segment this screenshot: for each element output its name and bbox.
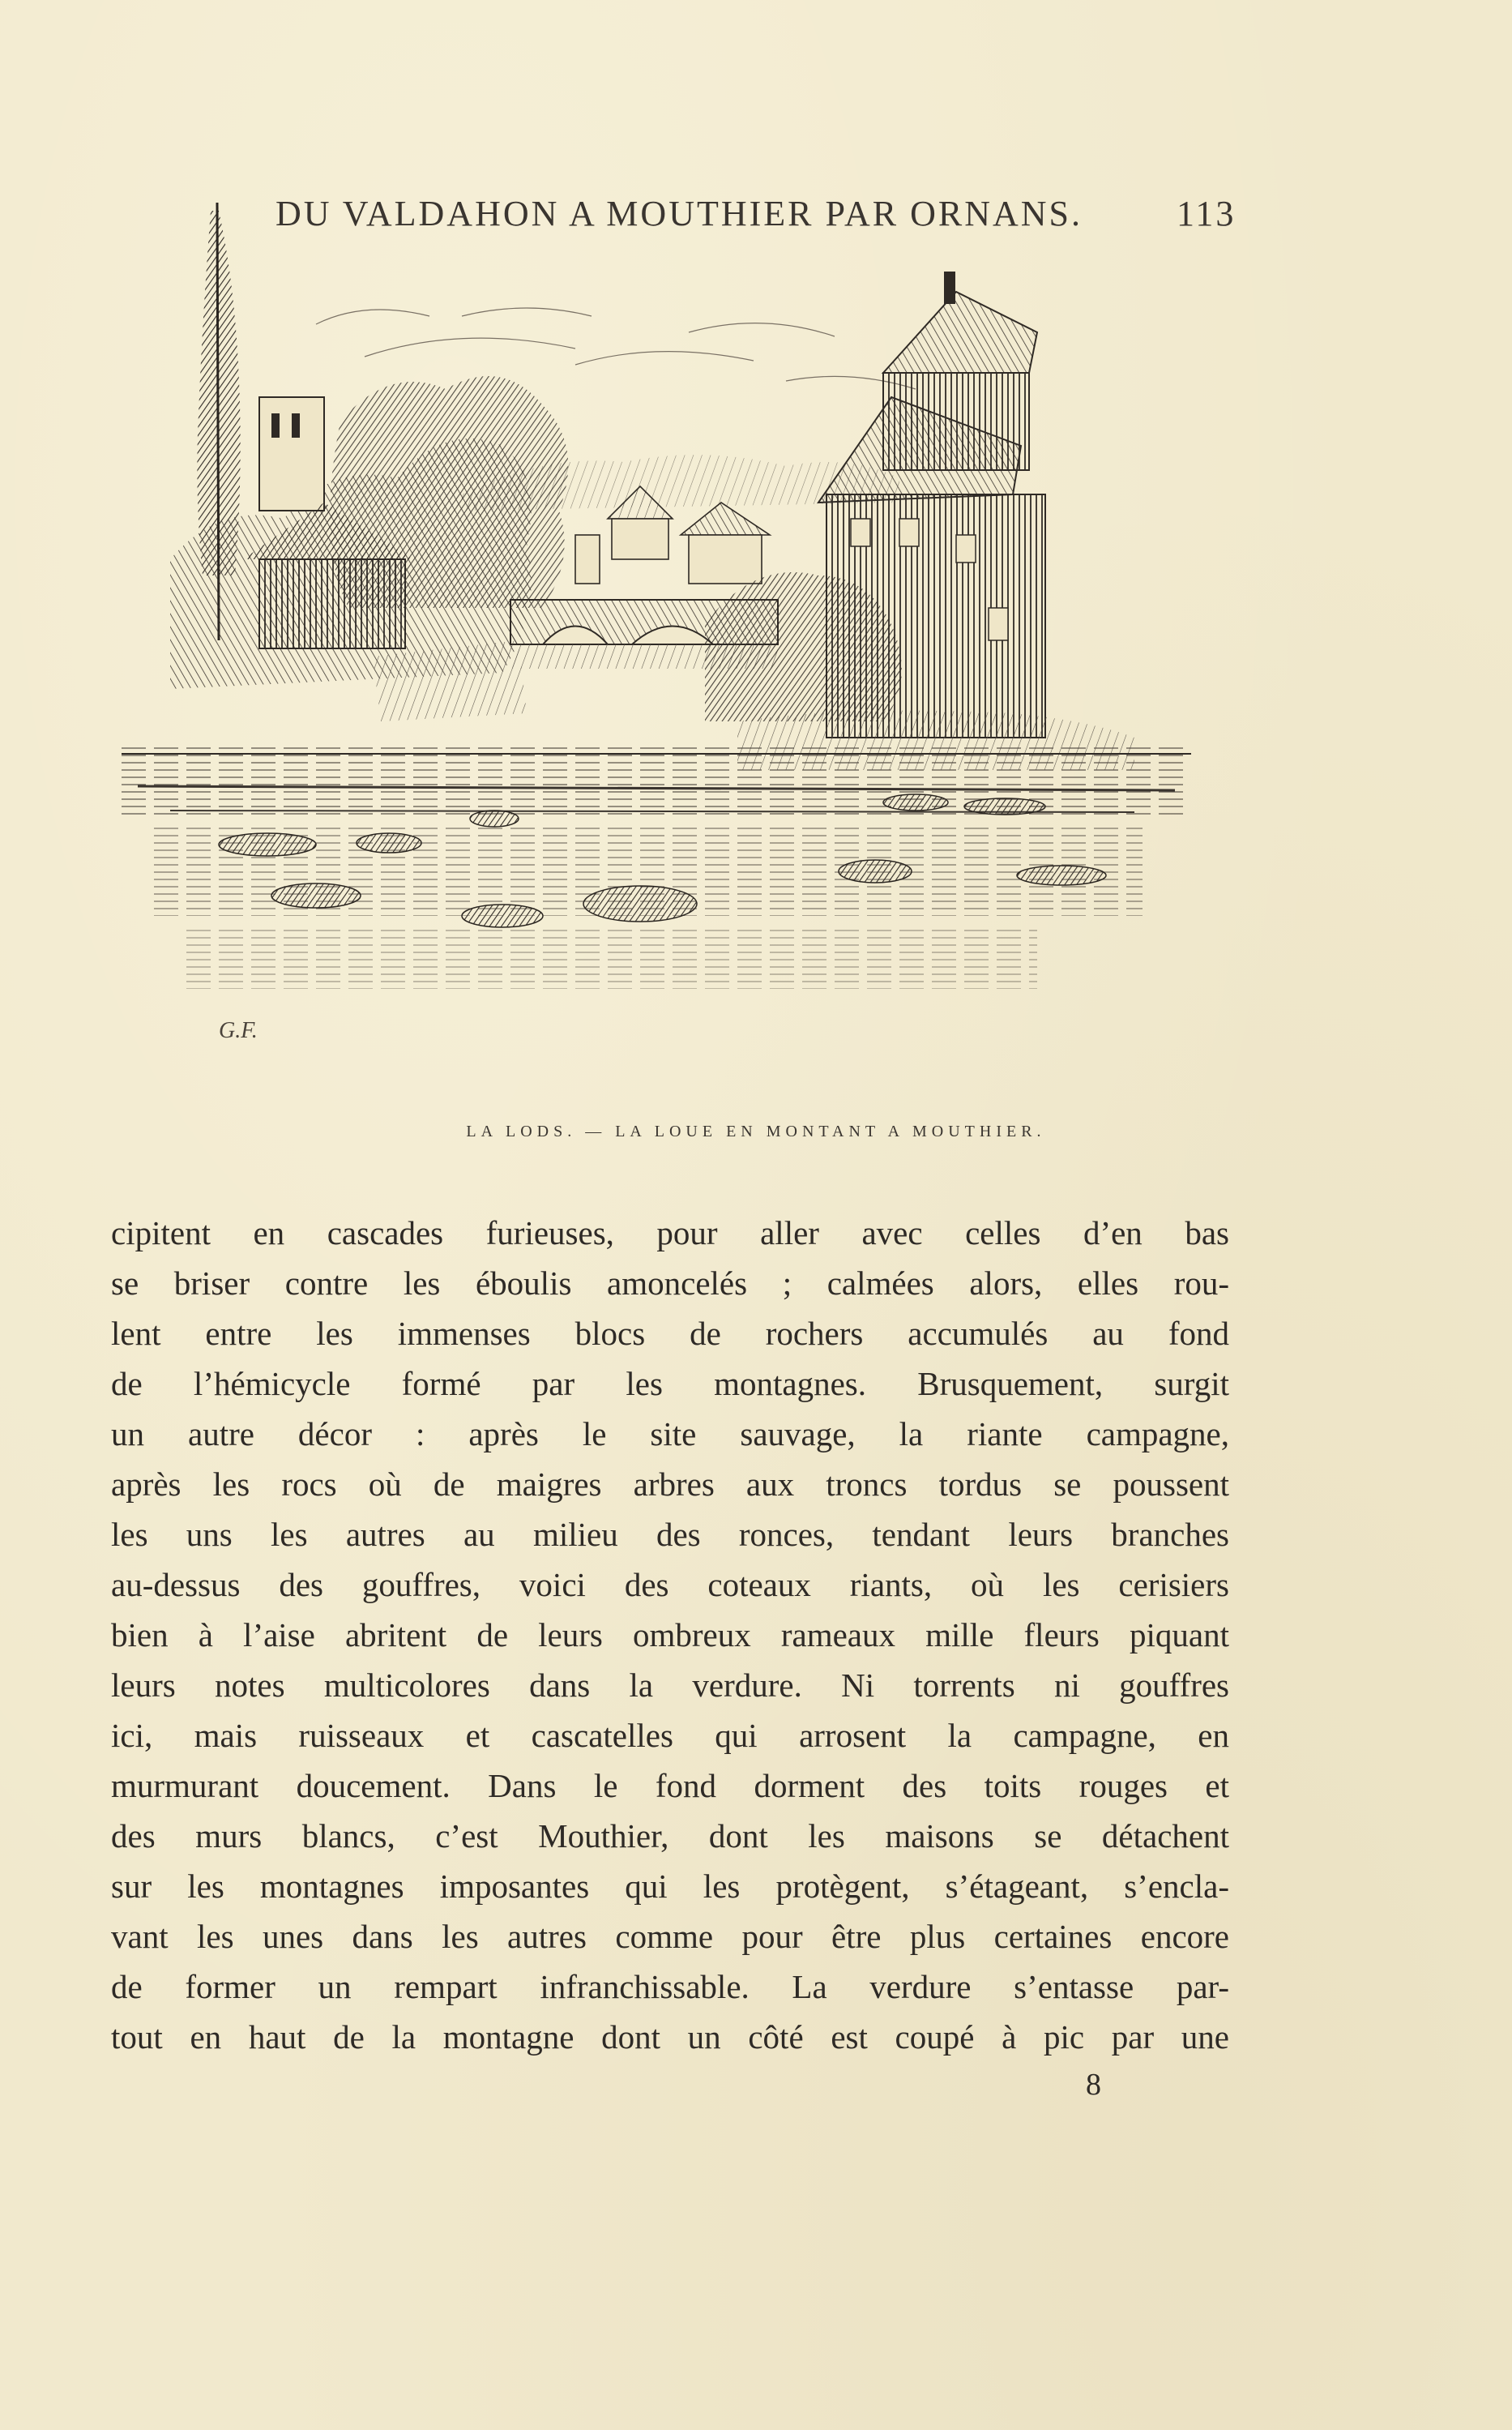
text-line: se briser contre les éboulis amoncelés ; calmées alors, elles rou-	[111, 1264, 1229, 1302]
sky-strokes	[316, 308, 916, 389]
text-line: sur les montagnes imposantes qui les protègent, s’étageant, s’encla-	[111, 1867, 1229, 1905]
body-text	[111, 1208, 1229, 2062]
text-line: cipitent en cascades furieuses, pour aller avec celles d’en bas	[111, 1214, 1229, 1251]
illustration-caption: LA LODS. — LA LOUE EN MONTANT A MOUTHIER.	[466, 1123, 1046, 1140]
text-line: au-dessus des gouffres, voici des coteaux riants, où les cerisiers	[111, 1566, 1229, 1603]
engraving-river-landscape	[122, 154, 1224, 1094]
text-line: bien à l’aise abritent de leurs ombreux rameaux mille fleurs piquant	[111, 1616, 1229, 1654]
river-water	[122, 746, 1191, 989]
text-line: après les rocs où de maigres arbres aux troncs tordus se poussent	[111, 1465, 1229, 1503]
page-number: 113	[1177, 194, 1237, 233]
text-line: lent entre les immenses blocs de rochers accumulés au fond	[111, 1315, 1229, 1352]
text-line: de former un rempart infranchissable. La verdure s’entasse par-	[111, 1968, 1229, 2005]
signature-mark: 8	[1086, 2068, 1101, 2102]
text-line: de l’hémicycle formé par les montagnes. Brusquement, surgit	[111, 1365, 1229, 1402]
text-line: murmurant doucement. Dans le fond dorment des toits rouges et	[111, 1767, 1229, 1804]
running-title: DU VALDAHON A MOUTHIER PAR ORNANS.	[275, 194, 1083, 233]
text-line: tout en haut de la montagne dont un côté est coupé à pic par une	[111, 2018, 1229, 2056]
text-line: les uns les autres au milieu des ronces, tendant leurs branches	[111, 1516, 1229, 1553]
artist-initials: G.F.	[219, 1018, 258, 1043]
right-buildings	[818, 272, 1045, 738]
text-line: un autre décor : après le site sauvage, la riante campagne,	[111, 1415, 1229, 1452]
text-line: vant les unes dans les autres comme pour être plus certaines encore	[111, 1918, 1229, 1955]
text-line: des murs blancs, c’est Mouthier, dont les maisons se détachent	[111, 1817, 1229, 1855]
text-line: ici, mais ruisseaux et cascatelles qui arrosent la campagne, en	[111, 1717, 1229, 1754]
text-line: leurs notes multicolores dans la verdure. Ni torrents ni gouffres	[111, 1666, 1229, 1704]
